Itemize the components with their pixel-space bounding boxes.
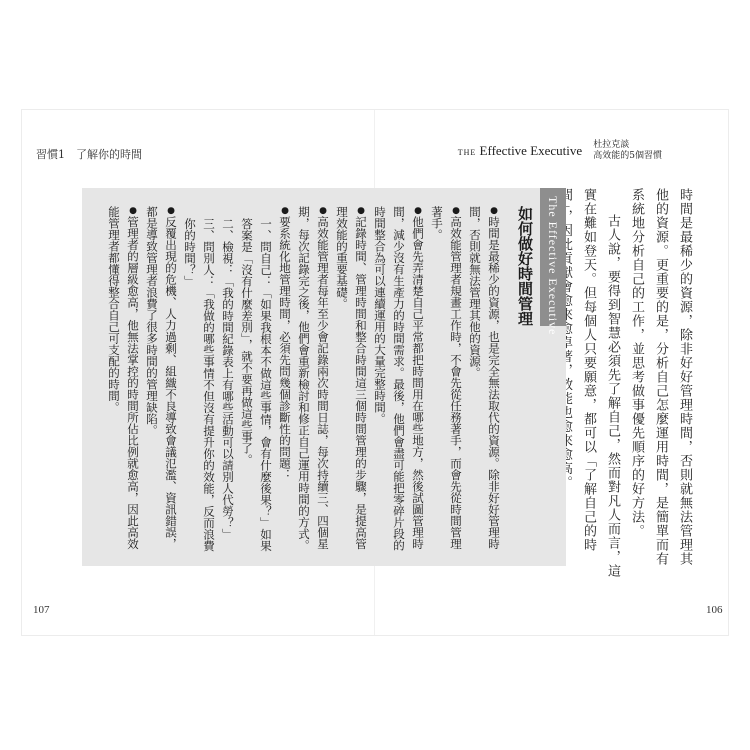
- book-title: [458, 143, 582, 158]
- bullet-item: ●管理者的層級愈高，他無法掌控的時間所佔比例就愈高，因此高效能管理者都懂得整合自己可支配的時間。: [107, 206, 140, 550]
- running-header-left: 習慣1 了解你的時間: [36, 148, 142, 161]
- bullet-item: ●高效能管理者每年至少會記錄兩次時間日誌，每次持續三、四個星期，每次記錄完之後，他們會重新檢討和修正自己運用時間的方式。: [297, 206, 330, 551]
- book-title-the: THE: [457, 148, 477, 157]
- summary-box-tab-label: The Effective Executive: [546, 196, 560, 336]
- main-text: [552, 188, 696, 578]
- page-number-left: 107: [33, 604, 50, 616]
- book-subtitle-line1: 杜拉克談: [593, 140, 630, 150]
- summary-box-title: 如何做好時間管理: [516, 206, 534, 326]
- summary-box-content: [104, 206, 534, 556]
- running-header-right: [458, 140, 662, 162]
- main-paragraph: 時間是最稀少的資源，除非好好管理時間，否則就無法管理其他的資源。更重要的是，分析自己怎麼運用時間，是簡單而有系統地分析自己的工作，並思考做事優先順序的好方法。: [629, 188, 692, 566]
- page-number-right: 106: [706, 604, 723, 616]
- book-subtitle: [593, 140, 662, 162]
- bullet-item: ●記錄時間、管理時間和整合時間這三個時間管理的步驟，是提高管理效能的重要基礎。: [335, 206, 368, 550]
- book-subtitle-line2: 高效能的5個習慣: [593, 151, 662, 161]
- main-paragraph: 古人說，要得到智慧必須先了解自己，然而對凡人而言，這實在難如登天。但每個人只要願意，都可以「了解自己的時: [581, 188, 620, 578]
- sub-item: 三、問別人：「我做的哪些事情不但沒有提升你的效能，反而浪費你的時間？」: [183, 218, 216, 552]
- bullet-item: ●時間是最稀少的資源，也是完全無法取代的資源。除非好好管理時間，否則就無法管理其他的資源。: [468, 206, 501, 550]
- sub-item: 二、檢視：「我的時間紀錄表上有哪些活動可以請別人代勞？」: [221, 218, 235, 540]
- book-title-main: Effective Executive: [479, 143, 583, 158]
- bullet-item: ●反覆出現的危機、人力過剩、組織不良導致會議氾濫、資訊錯誤，都是導致管理者浪費了很多時間的管理缺陷。: [145, 206, 178, 550]
- bullet-item: ●要系統化地管理時間，必須先問幾個診斷性的問題：: [278, 206, 292, 481]
- bullet-item: ●高效能管理者規畫工作時，不會先從任務著手，而會先從時間管理著手。: [430, 206, 463, 550]
- sub-item: 一、問自己：「如果我根本不做這些事情，會有什麼後果？」如果答案是「沒有什麼差別」，就不要再做這些事了。: [240, 218, 273, 552]
- bullet-item: ●他們會先弄清楚自己平常都把時間用在哪些地方，然後試圖管理時間，減少沒有生產力的時間需求。最後，他們會盡可能把零碎片段的時間整合為可以連續運用的大量完整時間。: [373, 206, 425, 551]
